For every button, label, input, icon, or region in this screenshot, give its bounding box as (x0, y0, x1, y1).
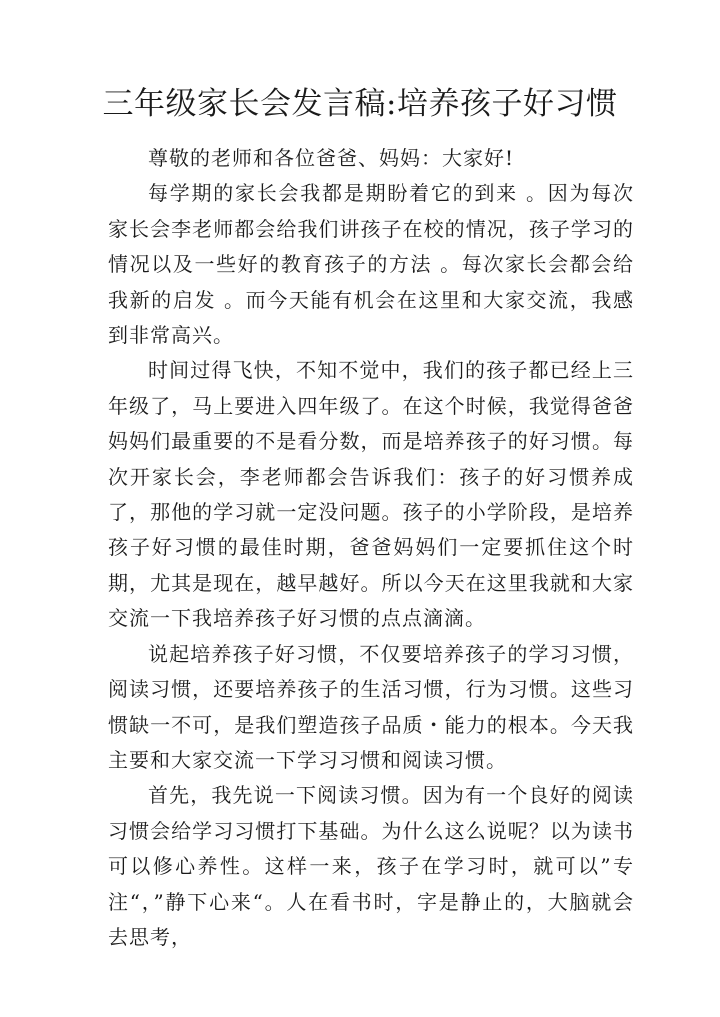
paragraph: 每学期的家长会我都是期盼着它的到来 。因为每次家长会李老师都会给我们讲孩子在校的情况，孩子学习的情况以及一些好的教育孩子的方法 。每次家长会都会给我新的启发 。而今天能有机会在这里和大家交流，我感到非常高兴。 (108, 181, 634, 348)
paragraph-greeting: 尊敬的老师和各位爸爸、妈妈：大家好! (148, 146, 515, 170)
document-body (108, 141, 634, 955)
paragraph: 时间过得飞快，不知不觉中，我们的孩子都已经上三年级了，马上要进入四年级了。在这个时候，我觉得爸爸妈妈们最重要的不是看分数，而是培养孩子的好习惯。每次开家长会，李老师都会告诉我们：孩子的好习惯养成了，那他的学习就一定没问题。孩子的小学阶段，是培养孩子好习惯的最佳时期，爸爸妈妈们一定要抓住这个时期，尤其是现在，越早越好。所以今天在这里我就和大家交流一下我培养孩子好习惯的点点滴滴。 (108, 358, 634, 631)
paragraph: 首先，我先说一下阅读习惯。因为有一个良好的阅读习惯会给学习习惯打下基础。为什么这么说呢？以为读书可以修心养性。这样一来，孩子在学习时，就可以”专注“，”静下心来“。人在看书时，字是静止的，大脑就会去思考， (108, 783, 634, 949)
document-title: 三年级家长会发言稿:培养孩子好习惯 (102, 86, 618, 122)
paragraph: 说起培养孩子好习惯，不仅要培养孩子的学习习惯，阅读习惯，还要培养孩子的生活习惯，行为习惯。这些习惯缺一不可，是我们塑造孩子品质・能力的根本。今天我主要和大家交流一下学习习惯和阅读习惯。 (108, 641, 634, 772)
